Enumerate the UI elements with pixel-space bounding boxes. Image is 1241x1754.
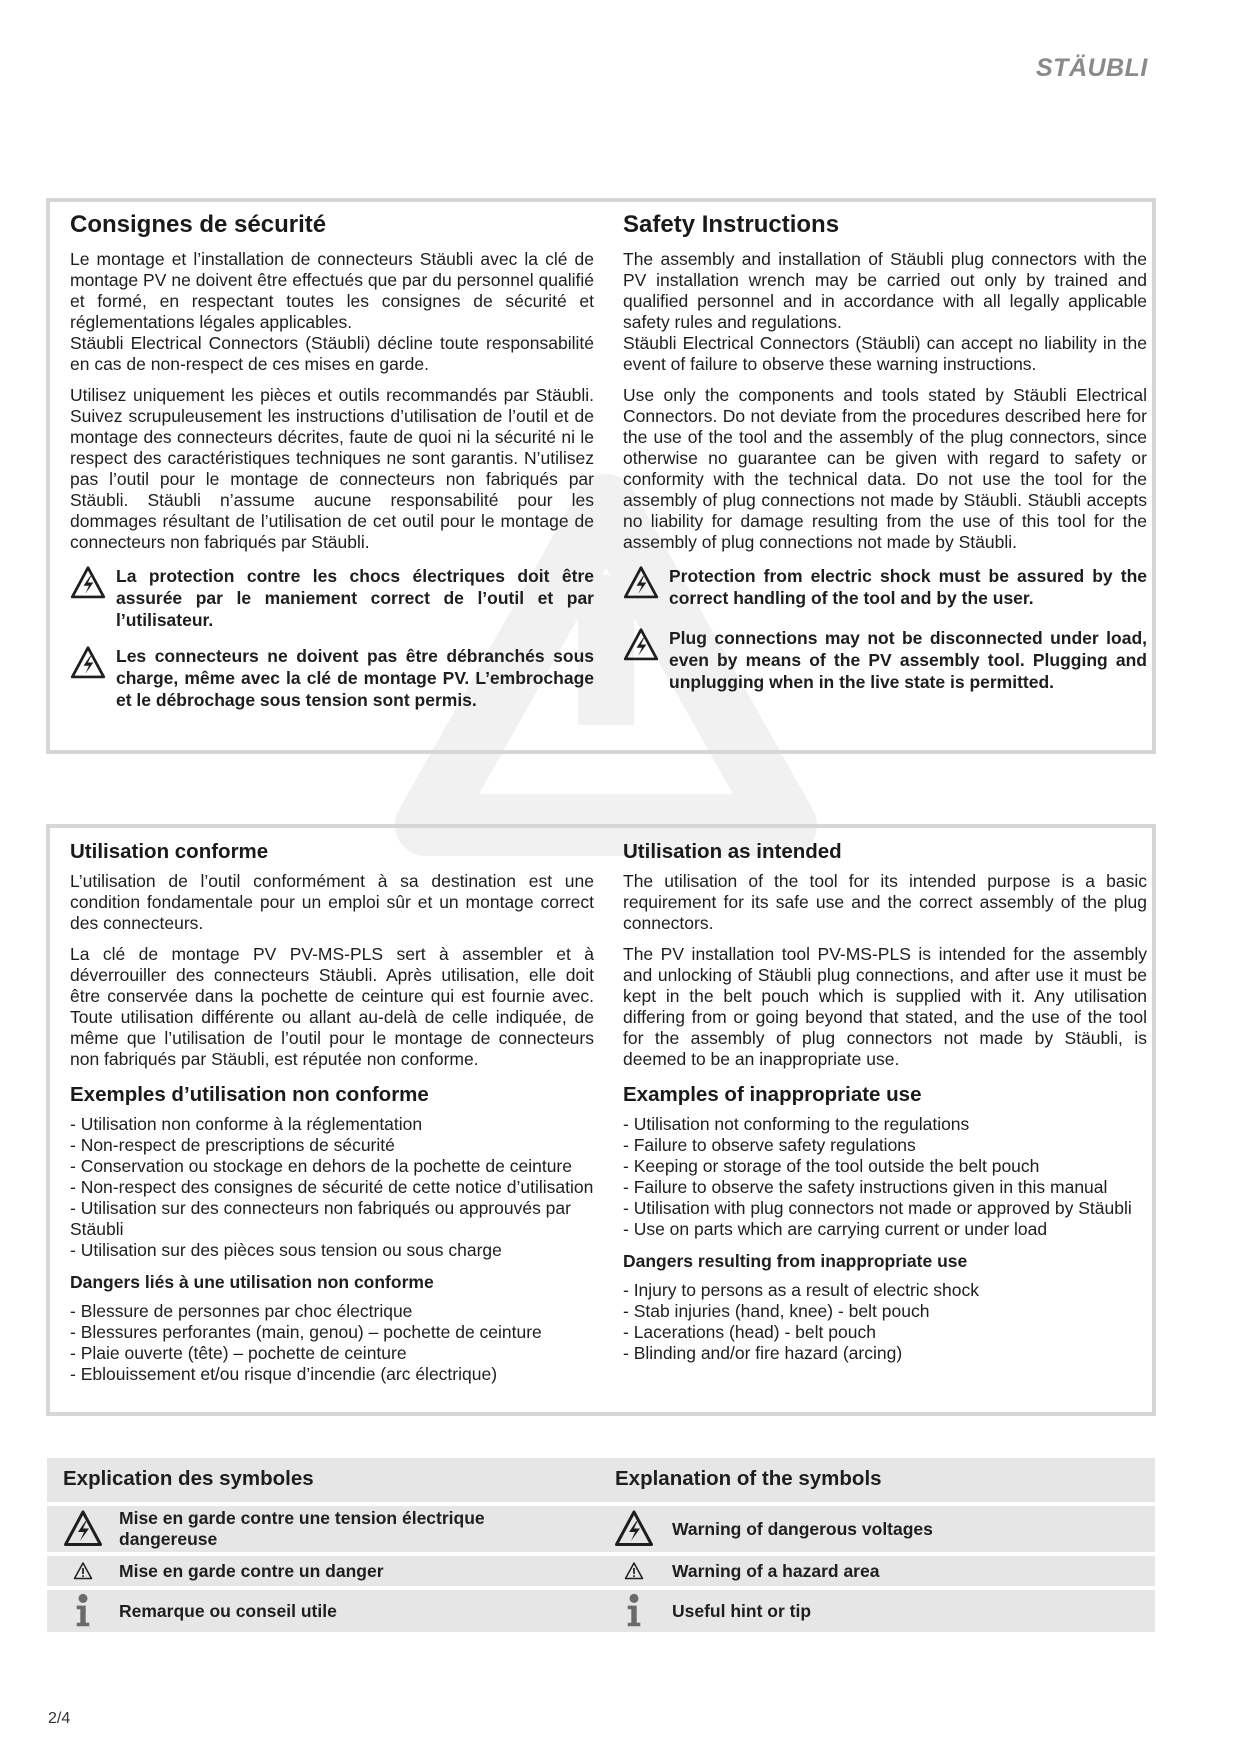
legend-title-en: Explanation of the symbols [615,1467,882,1490]
list-item: - Injury to persons as a result of electric shock [623,1280,979,1300]
usage-fr-paragraph-2: La clé de montage PV PV-MS-PLS sert à assembler et à déverrouiller des connecteurs Stäubli. Après utilisation, elle doit être conservée dans la pochette de ceinture qui est fournie avec. Toute utilisation différente ou allant au-delà de celle indiquée, de même que l’utilisation de l’outil pour le montage de connecteurs non fabriqués par Stäubli, est réputée non conforme. [70,944,594,1069]
intended-use-en [623,837,1147,1374]
hazard-warning-icon [73,1561,93,1581]
list-item: - Failure to observe the safety instructions given in this manual [623,1177,1108,1197]
page-number: 2/4 [48,1710,71,1727]
usage-title-en: Utilisation as intended [623,840,842,863]
legend-row-hazard [47,1556,1155,1586]
list-item: - Blinding and/or fire hazard (arcing) [623,1343,903,1363]
safety-title-en: Safety Instructions [623,211,840,238]
voltage-warning-icon [70,565,106,601]
hazard-warning-icon [624,1561,644,1581]
list-item: - Failure to observe safety regulations [623,1135,916,1155]
legend-hazard-fr: Mise en garde contre un danger [119,1561,384,1581]
safety-instructions-en [623,209,1147,707]
safety-title-fr: Consignes de sécurité [70,211,327,238]
safety-fr-warning-2 [70,645,594,711]
list-item: - Lacerations (head) - belt pouch [623,1322,876,1342]
list-item: - Stab injuries (hand, knee) - belt pouch [623,1301,930,1321]
list-item: - Utilisation sur des pièces sous tension ou sous charge [70,1240,502,1260]
symbols-legend [47,1458,1155,1636]
safety-en-warning-2-text: Plug connections may not be disconnected under load, even by means of the PV assembly tool. Plugging and unplugging when in the live state is permitted. [669,628,1147,692]
dangers-title-fr: Dangers liés à une utilisation non conforme [70,1272,434,1292]
safety-fr-warning-1 [70,565,594,631]
usage-fr-paragraph-1: L’utilisation de l’outil conformément à sa destination est une condition fondamentale pour un emploi sûr et un montage correct des connecteurs. [70,871,594,933]
info-icon [625,1593,643,1629]
voltage-warning-icon [623,627,659,663]
legend-voltage-en: Warning of dangerous voltages [672,1519,933,1539]
safety-en-paragraph-2: Stäubli Electrical Connectors (Stäubli) can accept no liability in the event of failure to observe these warning instructions. [623,333,1147,374]
examples-list-fr [70,1114,594,1261]
list-item: - Non-respect des consignes de sécurité de cette notice d’utilisation [70,1177,594,1197]
legend-row-voltage [47,1506,1155,1552]
list-item: - Blessures perforantes (main, genou) – pochette de ceinture [70,1322,542,1342]
intended-use-fr [70,837,594,1395]
dangers-list-fr [70,1301,594,1385]
list-item: - Plaie ouverte (tête) – pochette de ceinture [70,1343,407,1363]
usage-title-fr: Utilisation conforme [70,840,269,863]
safety-fr-paragraph-1: Le montage et l’installation de connecteurs Stäubli avec la clé de montage PV ne doivent être effectués que par du personnel qualifié et formé, en respectant toutes les consignes de sécurité et réglementations légales applicables. [70,249,594,332]
safety-instructions-section [46,198,1156,754]
dangers-title-en: Dangers resulting from inappropriate use [623,1251,968,1271]
legend-hazard-en: Warning of a hazard area [672,1561,880,1581]
examples-list-en [623,1114,1147,1240]
safety-en-warning-1-text: Protection from electric shock must be assured by the correct handling of the tool and by the user. [669,566,1147,608]
usage-en-paragraph-1: The utilisation of the tool for its intended purpose is a basic requirement for its safe use and the correct assembly of the plug connectors. [623,871,1147,933]
examples-title-fr: Exemples d’utilisation non conforme [70,1083,429,1106]
legend-voltage-fr: Mise en garde contre une tension électrique dangereuse [119,1508,485,1549]
safety-en-warning-1 [623,565,1147,609]
legend-hint-fr: Remarque ou conseil utile [119,1601,337,1621]
safety-fr-warning-2-text: Les connecteurs ne doivent pas être débranchés sous charge, même avec la clé de montage PV. L’embrochage et le débrochage sous tension sont permis. [116,646,594,710]
safety-instructions-fr [70,209,594,725]
voltage-warning-icon [70,645,106,681]
safety-fr-warning-1-text: La protection contre les chocs électriques doit être assurée par le maniement correct de l’outil et par l’utilisateur. [116,566,594,630]
legend-title-fr: Explication des symboles [63,1467,314,1490]
list-item: - Utilisation sur des connecteurs non fabriqués ou approuvés par Stäubli [70,1198,571,1239]
legend-header [47,1458,1155,1502]
staubli-logo: STÄUBLI [1036,54,1148,82]
usage-en-paragraph-2: The PV installation tool PV-MS-PLS is intended for the assembly and unlocking of Stäubli plug connections, and after use it must be kept in the belt pouch which is supplied with it. Any utilisation differing from or going beyond that stated, and the use of the tool for the assembly of plug connectors not made by Stäubli, is deemed to be an inappropriate use. [623,944,1147,1069]
safety-fr-paragraph-3: Utilisez uniquement les pièces et outils recommandés par Stäubli. Suivez scrupuleusement les instructions d’utilisation de l’outil et de montage des connecteurs décrites, faute de quoi ni la sécurité ni le respect des caractéristiques techniques ne sont garantis. N’utilisez pas l’outil pour le montage de connecteurs non fabriqués par Stäubli. Stäubli n’assume aucune responsabilité pour les dommages résultant de l’utilisation de cet outil pour le montage de connecteurs non fabriqués par Stäubli. [70,385,594,552]
safety-en-paragraph-3: Use only the components and tools stated by Stäubli Electrical Connectors. Do not deviate from the procedures described here for the use of the tool and the assembly of the plug connectors, since otherwise no guarantee can be given with regard to safety or conformity with the technical data. Do not use the tool for the assembly of plug connections not made by Stäubli. Stäubli accepts no liability for damage resulting from the use of this tool for the assembly of plug connections not made by Stäubli. [623,385,1147,552]
list-item: - Utilisation not conforming to the regulations [623,1114,970,1134]
dangers-list-en [623,1280,1147,1364]
list-item: - Eblouissement et/ou risque d’incendie (arc électrique) [70,1364,498,1384]
safety-en-paragraph-1: The assembly and installation of Stäubli plug connectors with the PV installation wrench may be carried out only by trained and qualified personnel and in accordance with all legally applicable safety rules and regulations. [623,249,1147,332]
legend-hint-en: Useful hint or tip [672,1601,812,1621]
list-item: - Conservation ou stockage en dehors de la pochette de ceinture [70,1156,572,1176]
list-item: - Non-respect de prescriptions de sécurité [70,1135,395,1155]
voltage-warning-icon [623,565,659,601]
list-item: - Utilisation non conforme à la réglementation [70,1114,423,1134]
examples-title-en: Examples of inappropriate use [623,1083,922,1106]
safety-fr-paragraph-2: Stäubli Electrical Connectors (Stäubli) décline toute responsabilité en cas de non-respect de ces mises en garde. [70,333,594,374]
list-item: - Utilisation with plug connectors not made or approved by Stäubli [623,1198,1132,1218]
list-item: - Use on parts which are carrying current or under load [623,1219,1048,1239]
safety-en-warning-2 [623,627,1147,693]
list-item: - Keeping or storage of the tool outside the belt pouch [623,1156,1040,1176]
info-icon [74,1593,92,1629]
voltage-warning-icon [614,1509,654,1549]
legend-row-hint [47,1590,1155,1632]
voltage-warning-icon [63,1509,103,1549]
list-item: - Blessure de personnes par choc électrique [70,1301,413,1321]
intended-use-section [46,824,1156,1416]
